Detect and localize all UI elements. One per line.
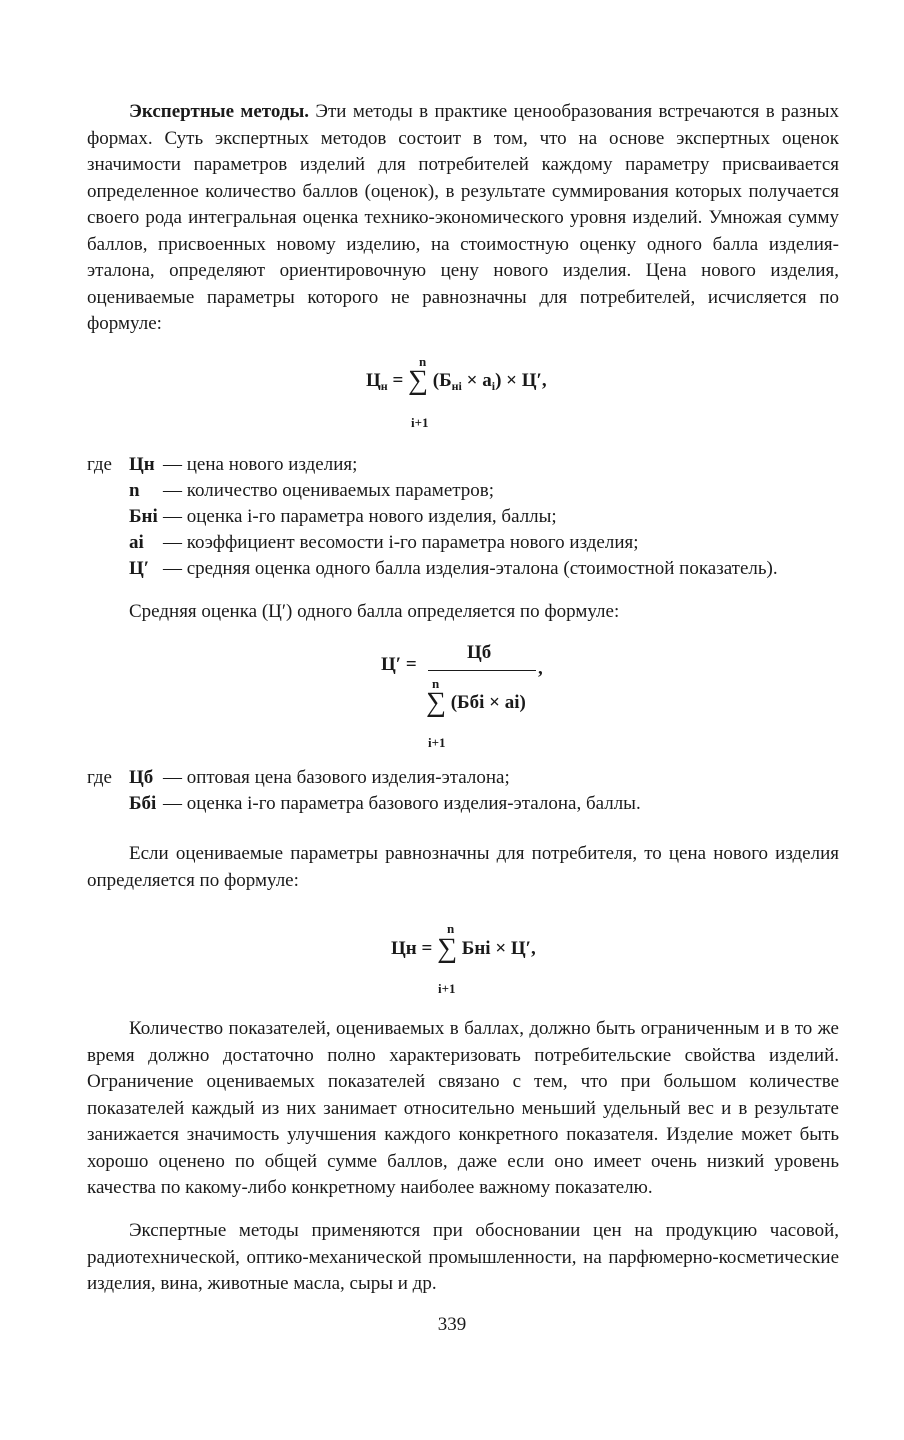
definition-row: где Цб — оптовая цена базового изделия-эталона;: [87, 767, 510, 788]
indicators-paragraph: Количество показателей, оцениваемых в баллах, должно быть ограниченным и в то же время должно достаточно полно характеризовать потребительские свойства изделий. Ограничение оцениваемых показателей связано с тем, что при большом количестве показателей каждый из них занимает относительно меньший удельный вес и в результате занижается значимость улучшения каждого конкретного показателя. Изделие может быть хорошо оценено по общей сумме баллов, даже если оно имеет очень низкий уровень качества по какому-либо конкретному наиболее важному показателю.: [87, 1018, 839, 1198]
definition-row: ai — коэффициент весомости i-го параметра нового изделия;: [129, 532, 639, 553]
intro-paragraph: [87, 99, 839, 338]
sum-lower-limit: i+1: [438, 981, 456, 996]
definitions-list-2: [87, 765, 847, 817]
sum-sign: ∑: [426, 687, 446, 718]
sum-upper-limit: n: [447, 921, 455, 936]
equal-params-paragraph: Если оцениваемые параметры равнозначны для потребителя, то цена нового изделия определяется по формуле:: [87, 843, 839, 891]
fraction-denominator: ∑ (Ббi × ai): [426, 687, 526, 718]
definition-row: Ббi — оценка i-го параметра базового изделия-эталона, баллы.: [129, 793, 641, 814]
formula-lhs: Цн: [366, 370, 388, 393]
avg-score-paragraph: Средняя оценка (Ц′) одного балла определяется по формуле:: [129, 601, 620, 622]
definition-row: n — количество оцениваемых параметров;: [129, 480, 495, 501]
document-page: Экспертные методы. Эти методы в практике ценообразования встречаются в разных формах. Суть экспертных методов состоит в том, что на основе экспертных оценок значимости параметров изделий для потребителей каждому параметру присваивается определенное количество баллов (оценок), в результате суммирования которых получается своего рода интегральная оценка технико-экономического уровня изделий. Умножая сумму баллов, присвоенных новому изделию, на стоимостную оценку одного балла изделия-эталона, определяют ориентировочную цену нового изделия. Цена нового изделия, оцениваемые параметры которого не равнозначны для потребителей, исчисляется по формуле: n Цн = ∑ (Бнi × ai) × Ц′, i+1 где Цн — цена нового изделия; n — количество оцениваемых параметров; Бнi — оценка i-го параметра нового изделия, баллы; ai — коэффициент весомости i-го параметра нового изделия; Ц′ — средняя оценка одного балла изделия-эталона (стоимостной показатель). Средняя оценка (Ц′) одного балла определяется по формуле: Ц′ = Цб , n ∑ (Ббi × ai) i+1 где Цб — оптовая цена базового изделия-эталона; Ббi — оценка i-го параметра базового изделия-эталона, баллы. Если оцениваемые параметры равнозначны для потребителя, то цена нового изделия определяется по формуле: n Цн = ∑ Бнi × Ц′, i+1 Количество показателей, оцениваемых в баллах, должно быть ограниченным и в то же время должно достаточно полно характеризовать потребительские свойства изделий. Ограничение оцениваемых показателей связано с тем, что при большом количестве показателей каждый из них занимает относительно меньший удельный вес и в результате занижается значимость улучшения каждого конкретного показателя. Изделие может быть хорошо оценено по общей сумме баллов, даже если оно имеет очень низкий уровень качества по какому-либо конкретному наиболее важному показателю. Экспертные методы применяются при обосновании цен на продукцию часовой, радиотехнической, оптико-механической промышленности, на парфюмерно-косметические изделия, вина, животные масла, сыры и др. 339: [0, 0, 904, 1440]
sum-lower-limit: i+1: [428, 735, 446, 750]
definition-row: Ц′ — средняя оценка одного балла изделия-эталона (стоимостной показатель).: [129, 558, 778, 579]
sum-upper-limit: n: [419, 354, 427, 369]
sum-sign: ∑: [437, 933, 458, 964]
sum-lower-limit: i+1: [411, 415, 429, 430]
definitions-list-1: [87, 452, 847, 582]
sum-sign: ∑: [408, 365, 428, 396]
definition-row: где Цн — цена нового изделия;: [87, 454, 358, 475]
fraction-numerator: Цб: [467, 642, 492, 663]
application-paragraph: Экспертные методы применяются при обосновании цен на продукцию часовой, радиотехнической, оптико-механической промышленности, на парфюмерно-косметические изделия, вина, животные масла, сыры и др.: [87, 1220, 839, 1294]
definition-row: Бнi — оценка i-го параметра нового изделия, баллы;: [129, 506, 557, 527]
page-number: 339: [437, 1314, 467, 1335]
fraction-lhs: Ц′ =: [381, 654, 417, 675]
sum-upper-limit: n: [432, 676, 440, 691]
fraction-bar: [428, 670, 536, 671]
term-heading: Экспертные методы.: [129, 101, 310, 122]
intro-text: Эти методы в практике ценообразования встречаются в разных формах. Суть экспертных методов состоит в том, что на основе экспертных оценок значимости параметров изделий для потребителей каждому параметру присваивается определенное количество баллов (оценок), в результате суммирования которых получается своего рода интегральная оценка технико-экономического уровня изделий. Умножая сумму баллов, присвоенных новому изделию, на стоимостную оценку одного балла изделия-эталона, определяют ориентировочную цену нового изделия. Цена нового изделия, оцениваемые параметры которого не равнозначны для потребителей, исчисляется по формуле:: [87, 101, 839, 334]
